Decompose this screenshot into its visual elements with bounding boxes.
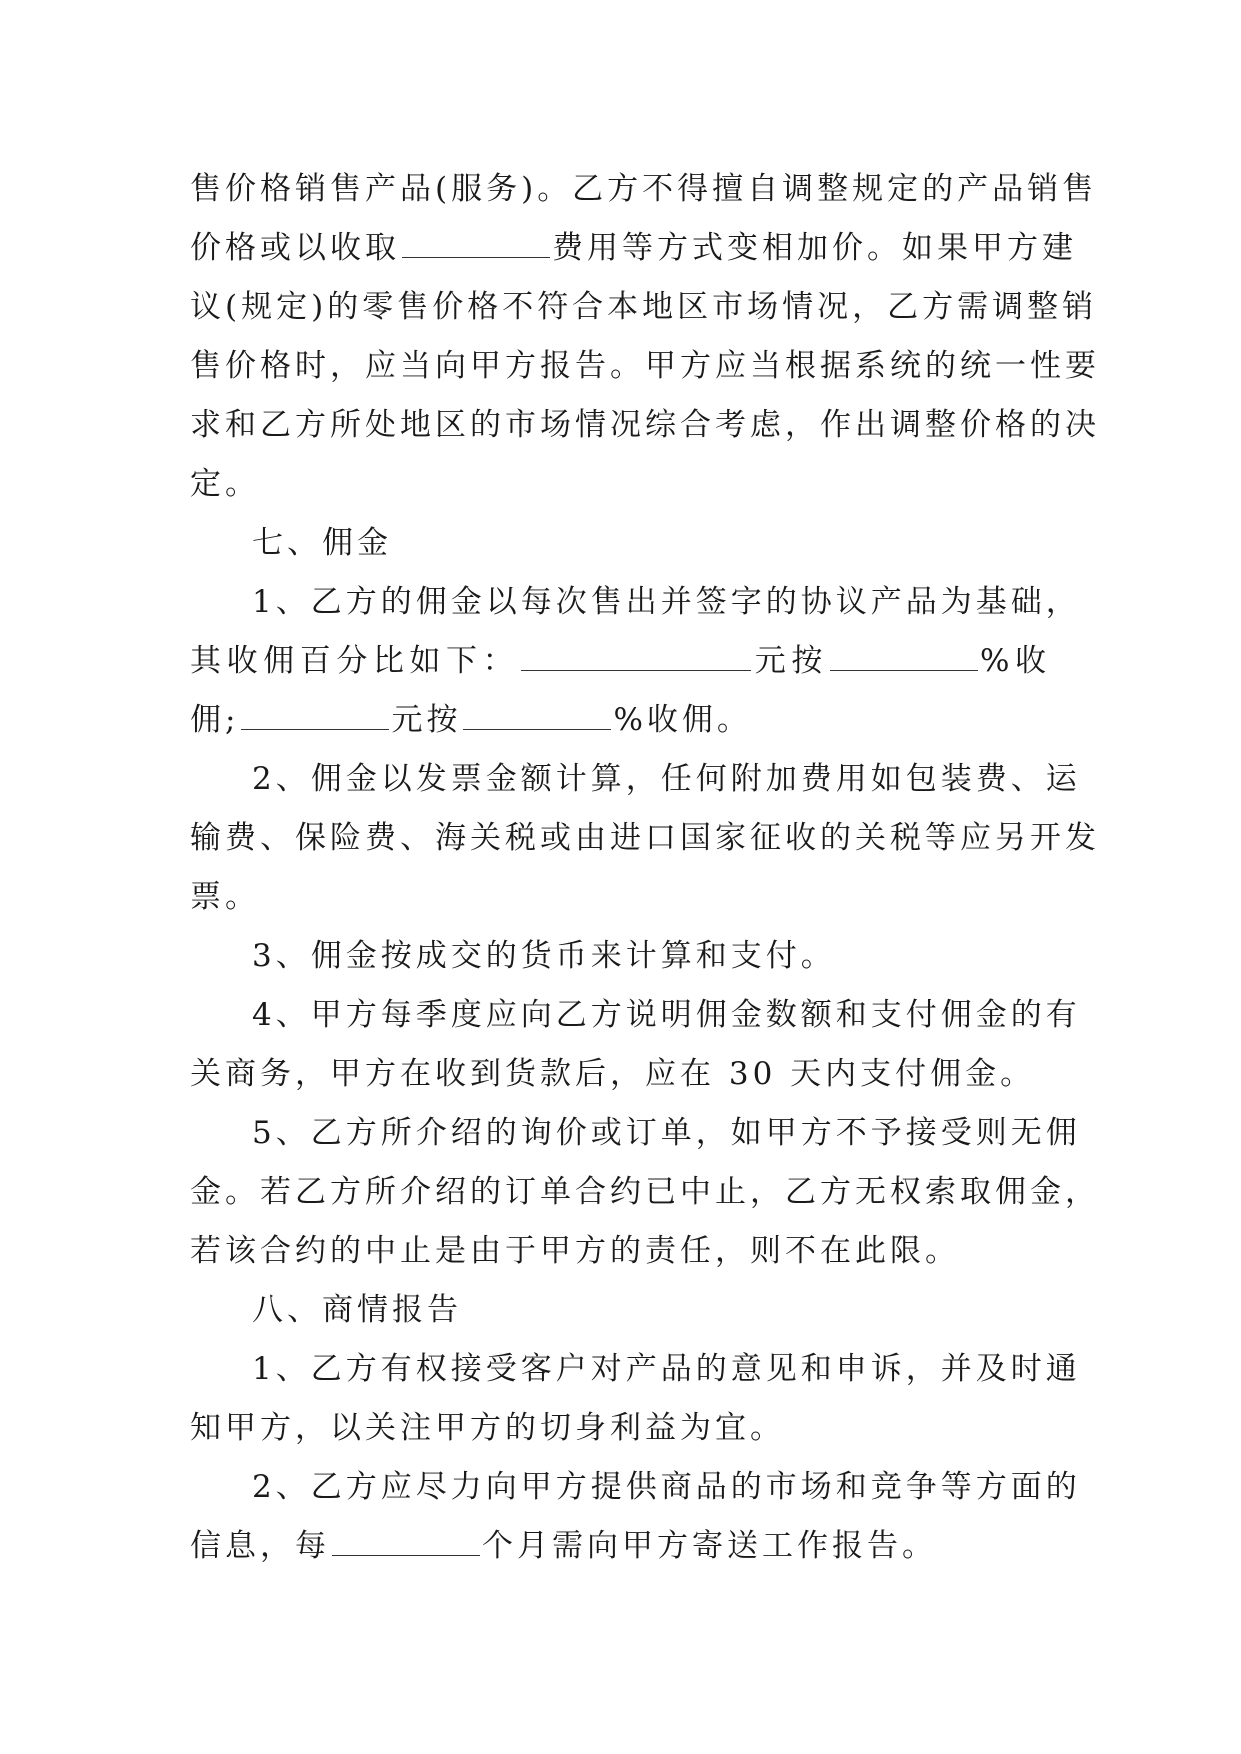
body-line <box>190 691 1050 750</box>
fill-in-blank[interactable] <box>463 699 611 730</box>
text-run: 其收佣百分比如下： <box>190 643 520 679</box>
text-run: 1、乙方有权接受客户对产品的意见和申诉，并及时通 <box>252 1351 1081 1387</box>
text-run: 关商务，甲方在收到货款后，应在 30 天内支付佣金。 <box>190 1056 1036 1092</box>
text-run: 元按 <box>391 702 462 738</box>
text-run: 个月需向甲方寄送工作报告。 <box>482 1528 937 1564</box>
heading-text: 八、商情报告 <box>252 1292 462 1328</box>
text-run: 售价格销售产品(服务)。乙方不得擅自调整规定的产品销售 <box>190 171 1098 207</box>
body-line <box>190 1163 1100 1222</box>
body-line <box>190 573 1081 632</box>
body-line <box>190 1399 1050 1458</box>
text-run: 信息，每 <box>190 1528 330 1564</box>
text-run: 若该合约的中止是由于甲方的责任，则不在此限。 <box>190 1233 960 1269</box>
text-run: 佣; <box>190 702 240 738</box>
body-line <box>190 1104 1081 1163</box>
body-line <box>190 986 1081 1045</box>
heading-text: 七、佣金 <box>252 525 392 561</box>
body-line <box>190 1045 1050 1104</box>
body-line <box>190 1340 1081 1399</box>
body-line <box>190 868 1050 927</box>
section-heading <box>190 514 1050 573</box>
body-line <box>190 1222 1050 1281</box>
text-run: 4、甲方每季度应向乙方说明佣金数额和支付佣金的有 <box>252 997 1081 1033</box>
text-run: 金。若乙方所介绍的订单合约已中止，乙方无权索取佣金， <box>190 1174 1100 1210</box>
text-run: 求和乙方所处地区的市场情况综合考虑，作出调整价格的决 <box>190 407 1100 443</box>
body-line <box>190 278 1098 337</box>
contract-body <box>190 160 1100 1576</box>
fill-in-blank[interactable] <box>332 1525 480 1556</box>
text-run: 售价格时，应当向甲方报告。甲方应当根据系统的统一性要 <box>190 348 1100 384</box>
section-heading <box>190 1281 1050 1340</box>
text-run: 价格或以收取 <box>190 230 400 266</box>
body-line <box>190 1517 1050 1576</box>
text-run: 元按 <box>753 643 828 679</box>
text-run: 费用等方式变相加价。如果甲方建 <box>552 230 1077 266</box>
body-line <box>190 632 1050 691</box>
body-line <box>190 219 1077 278</box>
text-run: 票。 <box>190 879 260 915</box>
fill-in-blank[interactable] <box>241 699 389 730</box>
text-run: 2、佣金以发票金额计算，任何附加费用如包装费、运 <box>252 761 1081 797</box>
text-run: %收 <box>979 643 1051 679</box>
fill-in-blank[interactable] <box>521 640 751 671</box>
text-run: 1、乙方的佣金以每次售出并签字的协议产品为基础， <box>252 584 1081 620</box>
text-run: 2、乙方应尽力向甲方提供商品的市场和竞争等方面的 <box>252 1469 1081 1505</box>
body-line <box>190 927 1050 986</box>
text-run: 知甲方，以关注甲方的切身利益为宜。 <box>190 1410 785 1446</box>
fill-in-blank[interactable] <box>830 640 978 671</box>
body-line <box>190 455 1050 514</box>
body-line <box>190 337 1100 396</box>
body-line <box>190 750 1081 809</box>
body-line <box>190 160 1098 219</box>
text-run: 议(规定)的零售价格不符合本地区市场情况，乙方需调整销 <box>190 289 1098 325</box>
fill-in-blank[interactable] <box>402 227 550 258</box>
text-run: 5、乙方所介绍的询价或订单，如甲方不予接受则无佣 <box>252 1115 1081 1151</box>
text-run: %收佣。 <box>613 702 752 738</box>
text-run: 输费、保险费、海关税或由进口国家征收的关税等应另开发 <box>190 820 1100 856</box>
text-run: 定。 <box>190 466 260 502</box>
body-line <box>190 1458 1081 1517</box>
body-line <box>190 809 1100 868</box>
body-line <box>190 396 1100 455</box>
text-run: 3、佣金按成交的货币来计算和支付。 <box>252 938 836 974</box>
